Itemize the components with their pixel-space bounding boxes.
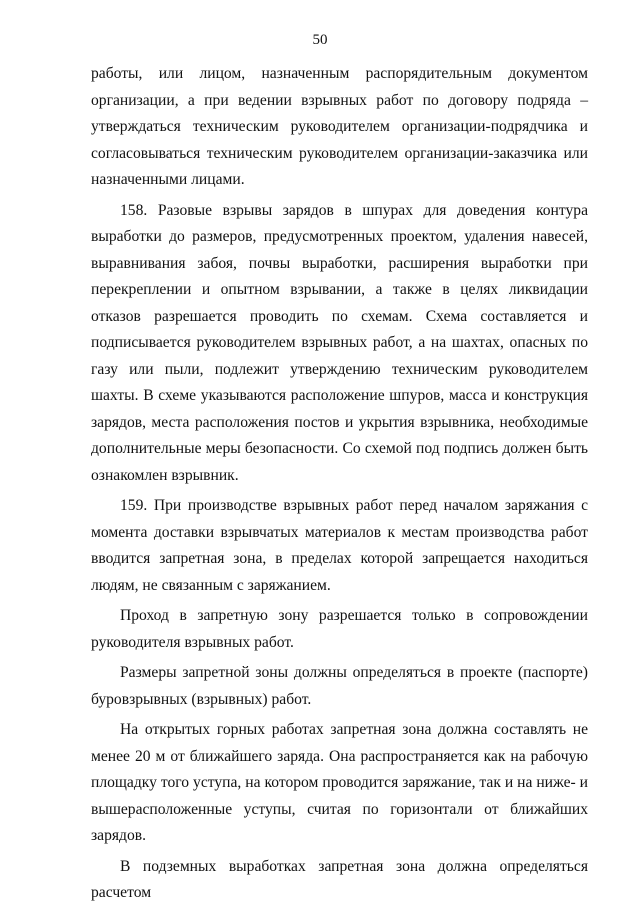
- paragraph-zone-size: Размеры запретной зоны должны определяться в проекте (паспорте) буровзрывных (взрывных) работ.: [91, 664, 588, 708]
- paragraph-access: Проход в запретную зону разрешается только в сопровождении руководителя взрывных работ.: [91, 607, 588, 651]
- paragraph-continuation: работы, или лицом, назначенным распорядительным документом организации, а при ведении взрывных работ по договору подряда – утверждаться техническим руководителем организации-подрядчика и согласовываться техническим руководителем организации-заказчика или назначенными лицами.: [91, 65, 588, 188]
- document-body: [91, 61, 588, 911]
- page-number: 50: [312, 32, 328, 48]
- paragraph-open-pit: На открытых горных работах запретная зона должна составлять не менее 20 м от ближайшего заряда. Она распространяется как на рабочую площадку того уступа, на котором проводится заряжание, так и на ниже- и вышерасположенные уступы, считая по горизонтали от ближайших зарядов.: [91, 721, 588, 844]
- paragraph-underground: В подземных выработках запретная зона должна определяться расчетом: [91, 857, 588, 901]
- paragraph-159: 159. При производстве взрывных работ перед началом заряжания с момента доставки взрывчатых материалов к местам производства работ вводится запретная зона, в пределах которой запрещается находиться людям, не связанным с заряжанием.: [91, 497, 588, 594]
- paragraph-158: 158. Разовые взрывы зарядов в шпурах для доведения контура выработки до размеров, предусмотренных проектом, удаления навесей, выравнивания забоя, почвы выработки, расширения выработки при перекреплении и опытном взрывании, а также в целях ликвидации отказов разрешается проводить по схемам. Схема составляется и подписывается руководителем взрывных работ, а на шахтах, опасных по газу или пыли, подлежит утверждению техническим руководителем шахты. В схеме указываются расположение шпуров, масса и конструкция зарядов, места расположения постов и укрытия взрывника, необходимые дополнительные меры безопасности. Со схемой под подпись должен быть ознакомлен взрывник.: [91, 201, 588, 484]
